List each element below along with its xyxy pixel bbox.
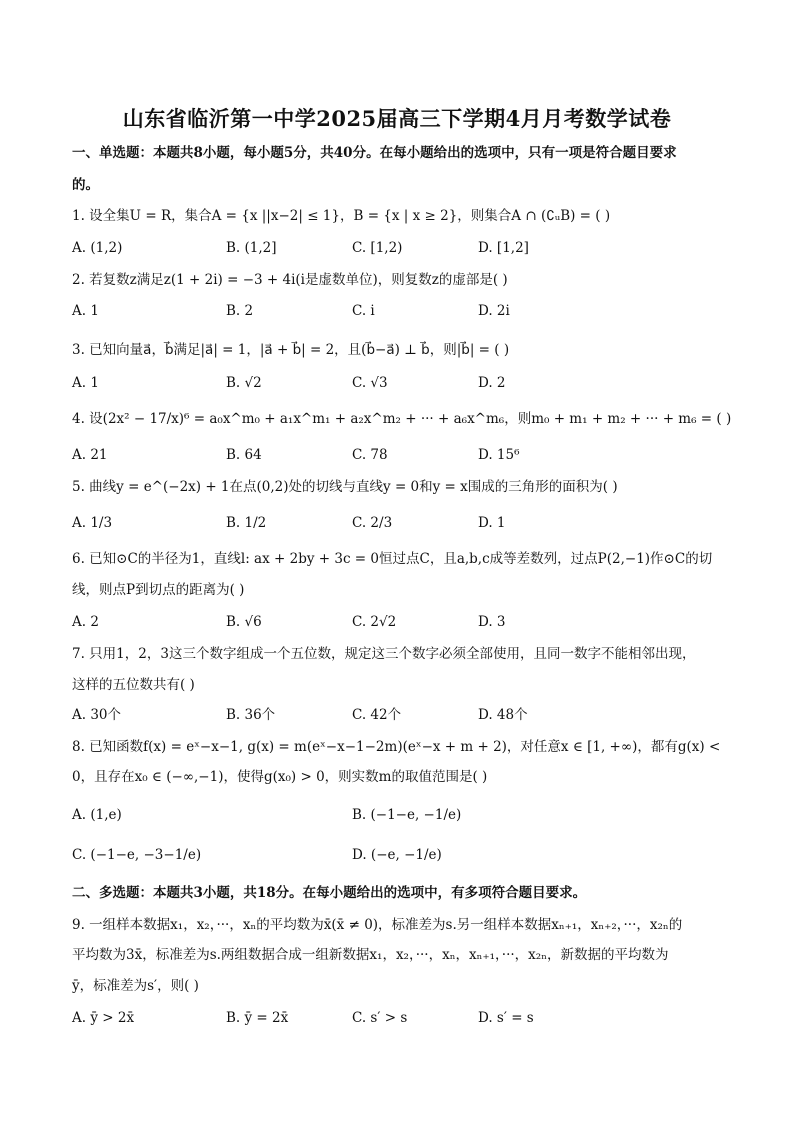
q1-option-d: D. [1,2] bbox=[478, 240, 529, 256]
question-8-stem-cont: 0，且存在x₀ ∈ (−∞,−1)，使得g(x₀) > 0，则实数m的取值范围是( ) bbox=[72, 769, 488, 785]
q2-option-b: B. 2 bbox=[226, 303, 254, 319]
q2-option-a: A. 1 bbox=[72, 303, 99, 319]
q7-option-c: C. 42个 bbox=[352, 707, 402, 723]
q3-option-a: A. 1 bbox=[72, 375, 99, 391]
question-3-stem: 3. 已知向量a⃗，b⃗满足|a⃗| = 1，|a⃗ + b⃗| = 2，且(b⃗−a⃗) ⊥ b⃗，则|b⃗| = ( ) bbox=[72, 342, 510, 358]
section1-heading-cont: 的。 bbox=[72, 177, 99, 193]
q3-option-c: C. √3 bbox=[352, 375, 388, 391]
q5-option-d: D. 1 bbox=[478, 515, 506, 531]
question-7-stem-cont: 这样的五位数共有( ) bbox=[72, 677, 195, 693]
section2-heading: 二、多选题：本题共3小题，共18分。在每小题给出的选项中，有多项符合题目要求。 bbox=[72, 885, 587, 901]
q7-option-b: B. 36个 bbox=[226, 707, 276, 723]
section1-heading: 一、单选题：本题共8小题，每小题5分，共40分。在每小题给出的选项中，只有一项是符合题目要求 bbox=[72, 145, 677, 161]
q4-option-d: D. 15⁶ bbox=[478, 447, 520, 463]
q6-option-a: A. 2 bbox=[72, 614, 99, 630]
exam-title: 山东省临沂第一中学2025届高三下学期4月月考数学试卷 bbox=[122, 106, 672, 131]
q1-option-b: B. (1,2] bbox=[226, 240, 277, 256]
question-6-stem: 6. 已知⊙C的半径为1，直线l: ax + 2by + 3c = 0恒过点C，且a,b,c成等差数列，过点P(2,−1)作⊙C的切 bbox=[72, 551, 713, 567]
q1-option-c: C. [1,2) bbox=[352, 240, 403, 256]
q8-option-d: D. (−e, −1/e) bbox=[352, 847, 442, 863]
q2-option-c: C. i bbox=[352, 303, 375, 319]
q5-option-c: C. 2/3 bbox=[352, 515, 393, 531]
q8-option-a: A. (1,e) bbox=[72, 807, 122, 823]
question-5-stem: 5. 曲线y = e^(−2x) + 1在点(0,2)处的切线与直线y = 0和y = x围成的三角形的面积为( ) bbox=[72, 479, 618, 495]
q9-option-a: A. ȳ > 2x̄ bbox=[72, 1010, 135, 1026]
q6-option-c: C. 2√2 bbox=[352, 614, 397, 630]
q8-option-c: C. (−1−e, −3−1/e) bbox=[72, 847, 202, 863]
question-8-stem: 8. 已知函数f(x) = eˣ−x−1, g(x) = m(eˣ−x−1−2m)(eˣ−x + m + 2)，对任意x ∈ [1, +∞)，都有g(x) < bbox=[72, 739, 721, 755]
question-4-stem: 4. 设(2x² − 17/x)⁶ = a₀x^m₀ + a₁x^m₁ + a₂x^m₂ + ··· + a₆x^m₆，则m₀ + m₁ + m₂ + ··· + m₆ = ( ) bbox=[72, 411, 732, 427]
question-9-stem-cont2: ȳ，标准差为s′，则( ) bbox=[72, 978, 199, 994]
question-9-stem-cont1: 平均数为3x̄，标准差为s.两组数据合成一组新数据x₁，x₂，···，xₙ，xₙ₊₁，···，x₂ₙ，新数据的平均数为 bbox=[72, 947, 669, 963]
q2-option-d: D. 2i bbox=[478, 303, 510, 319]
q1-option-a: A. (1,2) bbox=[72, 240, 123, 256]
question-7-stem: 7. 只用1，2，3这三个数字组成一个五位数，规定这三个数字必须全部使用，且同一数字不能相邻出现， bbox=[72, 646, 696, 662]
q7-option-a: A. 30个 bbox=[72, 707, 122, 723]
q9-option-c: C. s′ > s bbox=[352, 1010, 408, 1026]
q7-option-d: D. 48个 bbox=[478, 707, 528, 723]
q3-option-b: B. √2 bbox=[226, 375, 262, 391]
question-2-stem: 2. 若复数z满足z(1 + 2i) = −3 + 4i(i是虚数单位)，则复数z的虚部是( ) bbox=[72, 272, 508, 288]
q5-option-b: B. 1/2 bbox=[226, 515, 267, 531]
q4-option-a: A. 21 bbox=[72, 447, 108, 463]
q9-option-b: B. ȳ = 2x̄ bbox=[226, 1010, 289, 1026]
q6-option-d: D. 3 bbox=[478, 614, 506, 630]
q8-option-b: B. (−1−e, −1/e) bbox=[352, 807, 462, 823]
question-9-stem: 9. 一组样本数据x₁，x₂，···，xₙ的平均数为x̄(x̄ ≠ 0)，标准差为s.另一组样本数据xₙ₊₁，xₙ₊₂，···，x₂ₙ的 bbox=[72, 917, 683, 933]
q4-option-b: B. 64 bbox=[226, 447, 262, 463]
question-1-stem: 1. 设全集U = R，集合A = {x ||x−2| ≤ 1}，B = {x | x ≥ 2}，则集合A ∩ (∁ᵤB) = ( ) bbox=[72, 208, 611, 224]
question-6-stem-cont: 线，则点P到切点的距离为( ) bbox=[72, 582, 245, 598]
q4-option-c: C. 78 bbox=[352, 447, 388, 463]
q3-option-d: D. 2 bbox=[478, 375, 506, 391]
q5-option-a: A. 1/3 bbox=[72, 515, 113, 531]
q9-option-d: D. s′ = s bbox=[478, 1010, 534, 1026]
q6-option-b: B. √6 bbox=[226, 614, 262, 630]
